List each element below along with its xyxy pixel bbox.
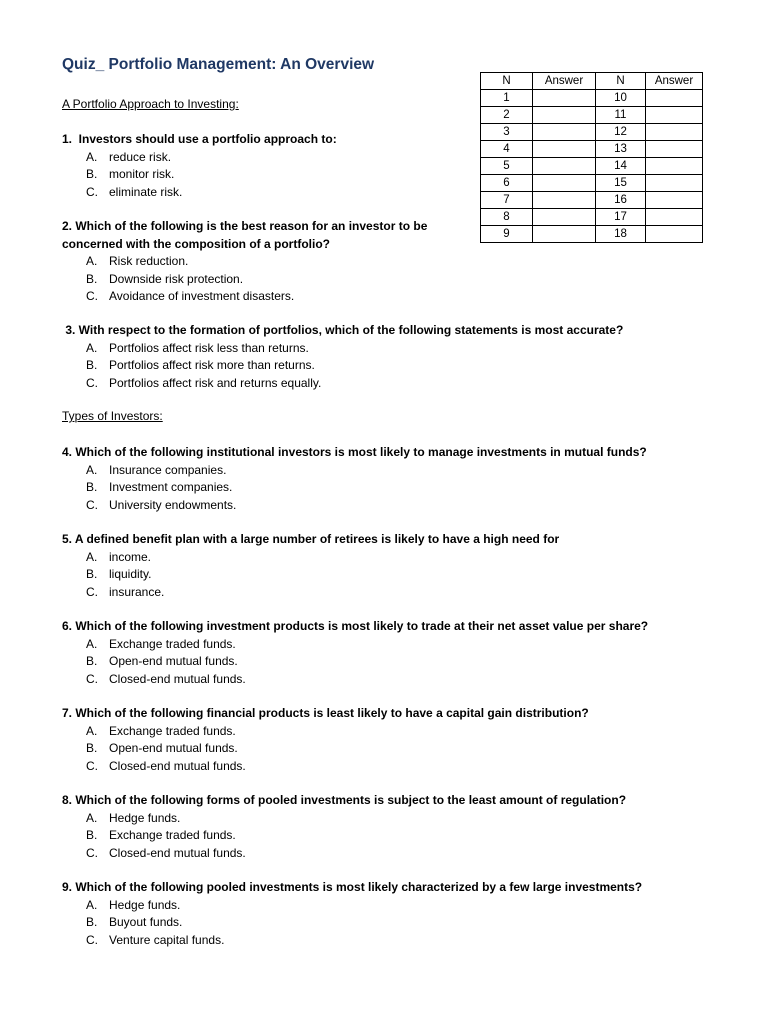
question-8 [62, 792, 662, 862]
option-c: C. Closed-end mutual funds. [86, 758, 246, 773]
question-text: 7. Which of the following financial products is least likely to have a capital gain distribution? [62, 706, 589, 720]
option-c: C. Closed-end mutual funds. [86, 671, 246, 686]
option-a: A. Hedge funds. [86, 897, 181, 912]
answer-cell[interactable] [533, 192, 596, 209]
question-number: 11 [596, 107, 646, 124]
question-7 [62, 705, 662, 775]
option-b: B. Open-end mutual funds. [86, 654, 238, 668]
option-b: B. monitor risk. [86, 167, 175, 181]
table-row [481, 192, 703, 209]
question-text: 9. Which of the following pooled investments is most likely characterized by a few large investments? [62, 880, 643, 894]
question-9 [62, 879, 662, 949]
option-b: B. liquidity. [86, 567, 152, 581]
option-a: A. Risk reduction. [86, 254, 189, 268]
option-a: A. Hedge funds. [86, 810, 181, 825]
question-text: 1. Investors should use a portfolio approach to: [62, 132, 337, 146]
option-c: C. eliminate risk. [86, 184, 183, 199]
question-number: 13 [596, 141, 646, 158]
answer-cell[interactable] [646, 209, 703, 226]
question-text: 3. With respect to the formation of portfolios, which of the following statements is most accurate? [62, 323, 624, 337]
option-c: C. University endowments. [86, 497, 237, 512]
answer-cell[interactable] [533, 107, 596, 124]
section-heading-types-of-investors: Types of Investors: [62, 409, 163, 423]
question-2 [62, 218, 442, 306]
header-answer: Answer [646, 73, 703, 90]
question-number: 16 [596, 192, 646, 209]
table-row [481, 141, 703, 158]
answer-cell[interactable] [646, 141, 703, 158]
question-number: 10 [596, 90, 646, 107]
answer-table [480, 72, 703, 243]
option-b: B. Investment companies. [86, 480, 233, 494]
header-n: N [481, 73, 533, 90]
question-number: 4 [481, 141, 533, 158]
option-b: B. Exchange traded funds. [86, 828, 236, 842]
option-b: B. Open-end mutual funds. [86, 741, 238, 755]
option-a: A. income. [86, 549, 152, 564]
question-number: 6 [481, 175, 533, 192]
question-number: 8 [481, 209, 533, 226]
answer-cell[interactable] [533, 226, 596, 243]
question-3 [62, 322, 662, 392]
question-number: 15 [596, 175, 646, 192]
question-text: 6. Which of the following investment products is most likely to trade at their net asset value per share? [62, 619, 649, 633]
table-row [481, 175, 703, 192]
header-answer: Answer [533, 73, 596, 90]
answer-cell[interactable] [533, 90, 596, 107]
question-number: 9 [481, 226, 533, 243]
question-number: 1 [481, 90, 533, 107]
header-n: N [596, 73, 646, 90]
answer-cell[interactable] [533, 141, 596, 158]
answer-cell[interactable] [533, 209, 596, 226]
quiz-title: Quiz_ Portfolio Management: An Overview [62, 56, 375, 73]
answer-cell[interactable] [533, 124, 596, 141]
option-b: B. Buyout funds. [86, 915, 183, 929]
question-number: 2 [481, 107, 533, 124]
answer-cell[interactable] [533, 158, 596, 175]
answer-cell[interactable] [646, 107, 703, 124]
option-c: C. Venture capital funds. [86, 932, 225, 947]
answer-cell[interactable] [646, 90, 703, 107]
option-a: A. Exchange traded funds. [86, 723, 236, 738]
table-row [481, 209, 703, 226]
table-row [481, 124, 703, 141]
question-number: 5 [481, 158, 533, 175]
question-5 [62, 531, 662, 601]
table-row [481, 158, 703, 175]
option-a: A. Insurance companies. [86, 462, 227, 477]
question-number: 18 [596, 226, 646, 243]
table-row [481, 107, 703, 124]
option-c: C. insurance. [86, 584, 165, 599]
answer-cell[interactable] [533, 175, 596, 192]
question-text: 2. Which of the following is the best reason for an investor to be concerned with the composition of a portfolio? [62, 219, 428, 251]
question-4 [62, 444, 662, 514]
option-c: C. Portfolios affect risk and returns equally. [86, 375, 322, 390]
option-a: A. Portfolios affect risk less than returns. [86, 340, 309, 355]
section-heading-portfolio-approach: A Portfolio Approach to Investing: [62, 97, 239, 111]
answer-cell[interactable] [646, 175, 703, 192]
question-number: 17 [596, 209, 646, 226]
answer-cell[interactable] [646, 192, 703, 209]
question-number: 12 [596, 124, 646, 141]
question-text: 8. Which of the following forms of pooled investments is subject to the least amount of regulation? [62, 793, 627, 807]
question-text: 5. A defined benefit plan with a large number of retirees is likely to have a high need for [62, 532, 560, 546]
question-text: 4. Which of the following institutional investors is most likely to manage investments in mutual funds? [62, 445, 647, 459]
option-a: A. Exchange traded funds. [86, 636, 236, 651]
option-a: A. reduce risk. [86, 149, 172, 164]
question-6 [62, 618, 662, 688]
option-c: C. Closed-end mutual funds. [86, 845, 246, 860]
option-b: B. Downside risk protection. [86, 271, 244, 286]
option-b: B. Portfolios affect risk more than returns. [86, 358, 315, 372]
answer-table-header [481, 73, 703, 90]
answer-cell[interactable] [646, 124, 703, 141]
option-c: C. Avoidance of investment disasters. [86, 289, 295, 303]
question-number: 7 [481, 192, 533, 209]
table-row [481, 226, 703, 243]
question-number: 14 [596, 158, 646, 175]
answer-cell[interactable] [646, 158, 703, 175]
answer-cell[interactable] [646, 226, 703, 243]
table-row [481, 90, 703, 107]
question-number: 3 [481, 124, 533, 141]
